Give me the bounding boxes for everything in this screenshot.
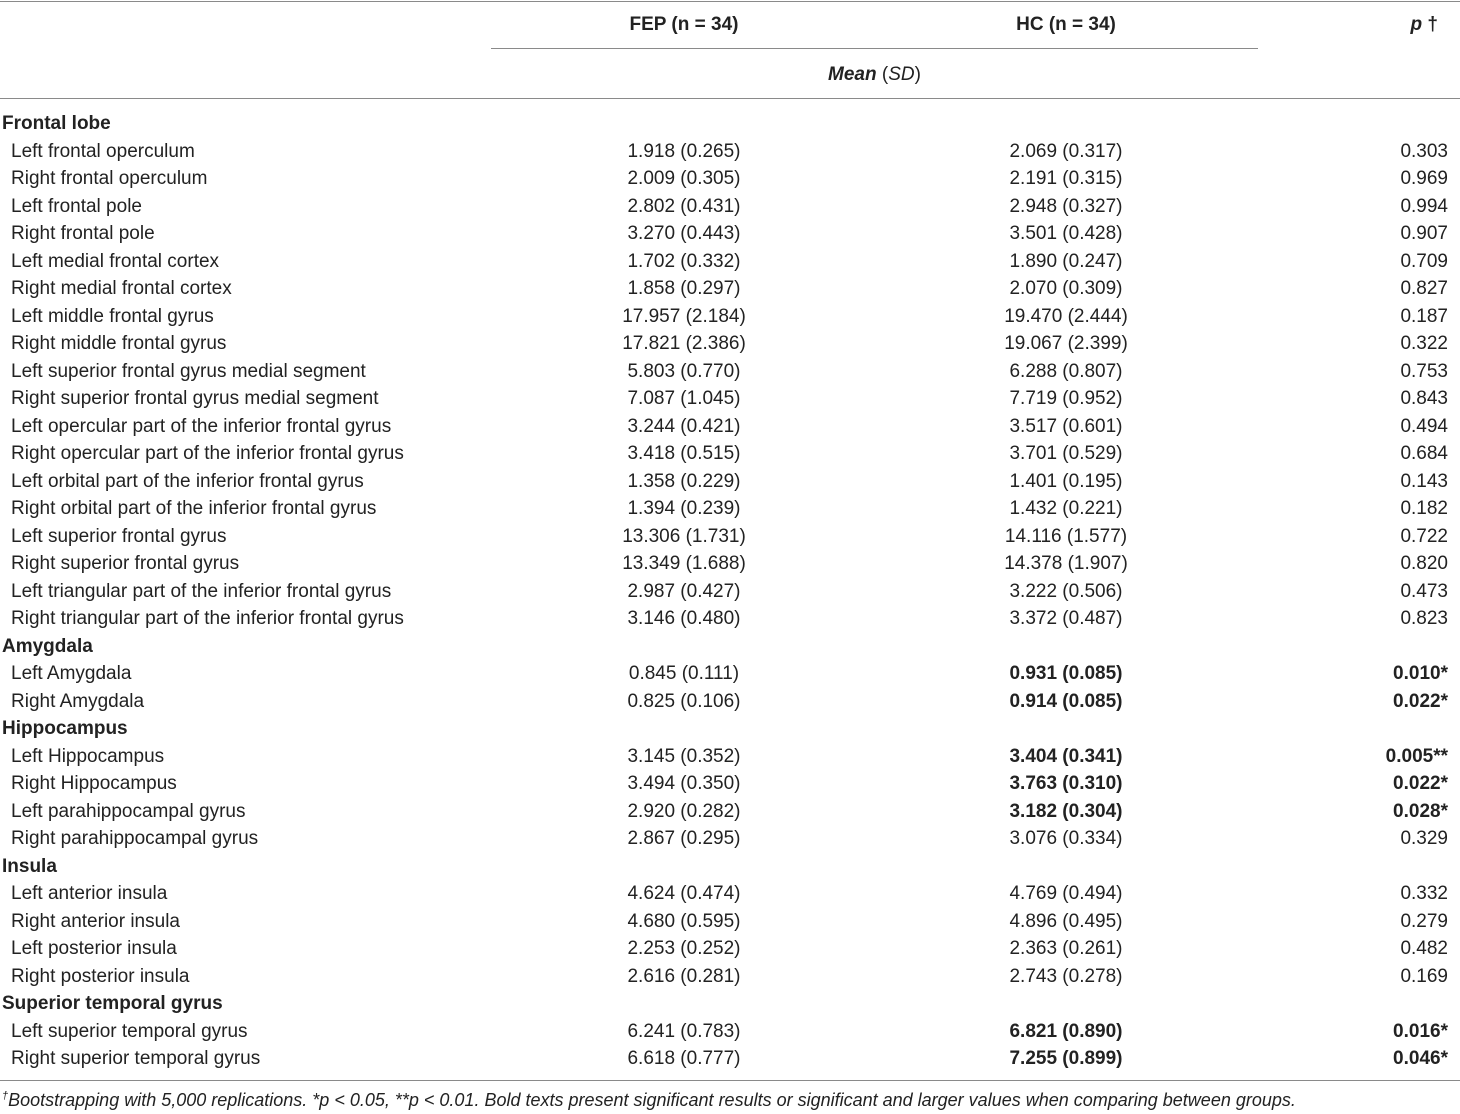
region-label: Left frontal operculum — [11, 140, 195, 162]
table-row — [0, 303, 1460, 331]
region-label: Right Hippocampus — [11, 773, 177, 794]
region-label: Left medial frontal cortex — [11, 250, 220, 272]
p-value: 0.820 — [1400, 553, 1448, 574]
hc-value: 3.404 (0.341) — [1009, 745, 1123, 767]
fep-value: 3.270 (0.443) — [627, 223, 741, 244]
table-row — [0, 385, 1460, 413]
hc-value: 1.401 (0.195) — [1009, 470, 1123, 492]
hc-value: 6.288 (0.807) — [1009, 360, 1123, 382]
table-row — [0, 605, 1460, 633]
table-row — [0, 193, 1460, 221]
table-row — [0, 743, 1460, 771]
hc-value: 0.931 (0.085) — [1009, 663, 1123, 684]
region-label: Right frontal pole — [11, 223, 155, 244]
table-row — [0, 1018, 1460, 1046]
header-bottom-rule — [0, 98, 1460, 99]
hc-value: 3.076 (0.334) — [1009, 828, 1123, 849]
fep-value: 13.306 (1.731) — [622, 525, 746, 547]
region-label: Left orbital part of the inferior frontal gyrus — [11, 470, 364, 492]
fep-value: 2.987 (0.427) — [627, 580, 741, 602]
p-value: 0.329 — [1400, 828, 1448, 849]
region-label: Left triangular part of the inferior frontal gyrus — [11, 580, 392, 602]
mean-sd-subheader: Mean (SD) — [828, 64, 921, 85]
footnote-dagger: † — [2, 1090, 9, 1102]
p-value: 0.028* — [1393, 800, 1448, 822]
hc-value: 1.432 (0.221) — [1009, 498, 1123, 519]
section-label: Insula — [2, 855, 57, 877]
footnote — [2, 1090, 1296, 1111]
p-value: 0.473 — [1400, 580, 1448, 602]
fep-value: 0.825 (0.106) — [627, 690, 741, 712]
p-value: 0.182 — [1400, 498, 1448, 519]
hc-value: 19.067 (2.399) — [1004, 333, 1128, 354]
hc-value: 2.363 (0.261) — [1009, 938, 1123, 959]
hc-value: 2.191 (0.315) — [1009, 168, 1123, 189]
column-header-hc: HC (n = 34) — [1016, 14, 1116, 35]
table-row — [0, 578, 1460, 606]
section-label: Frontal lobe — [2, 113, 111, 134]
fep-value: 3.494 (0.350) — [627, 773, 741, 794]
table-row — [0, 798, 1460, 826]
column-header-p — [1411, 14, 1438, 36]
table-row — [0, 220, 1460, 248]
fep-value: 2.802 (0.431) — [627, 195, 741, 217]
header-sub-rule — [491, 48, 1258, 49]
hc-value: 2.069 (0.317) — [1009, 140, 1123, 162]
p-value: 0.969 — [1400, 168, 1448, 189]
table-row — [0, 660, 1460, 688]
hc-value: 3.517 (0.601) — [1009, 415, 1123, 437]
p-value: 0.843 — [1400, 388, 1448, 409]
region-label: Left Amygdala — [11, 663, 132, 684]
table-row — [0, 880, 1460, 908]
fep-value: 4.624 (0.474) — [627, 883, 741, 904]
fep-value: 3.244 (0.421) — [627, 415, 741, 437]
fep-value: 3.146 (0.480) — [627, 608, 741, 629]
region-label: Left middle frontal gyrus — [11, 305, 214, 327]
hc-value: 3.763 (0.310) — [1009, 773, 1123, 794]
fep-value: 3.418 (0.515) — [627, 443, 741, 464]
table-row — [0, 330, 1460, 358]
table-top-rule — [0, 1, 1460, 2]
region-label: Right superior temporal gyrus — [11, 1048, 261, 1069]
fep-value: 2.867 (0.295) — [627, 828, 741, 849]
hc-value: 0.914 (0.085) — [1009, 690, 1123, 712]
region-label: Right medial frontal cortex — [11, 278, 232, 299]
p-value: 0.322 — [1400, 333, 1448, 354]
fep-value: 4.680 (0.595) — [627, 910, 741, 932]
section-header-row — [0, 715, 1460, 743]
region-label: Left Hippocampus — [11, 745, 165, 767]
region-label: Right superior frontal gyrus — [11, 553, 240, 574]
region-label: Right frontal operculum — [11, 168, 208, 189]
fep-value: 1.858 (0.297) — [627, 278, 741, 299]
region-label: Left frontal pole — [11, 195, 142, 217]
table-row — [0, 275, 1460, 303]
p-value: 0.907 — [1400, 223, 1448, 244]
hc-value: 7.255 (0.899) — [1009, 1048, 1123, 1069]
p-value: 0.827 — [1400, 278, 1448, 299]
section-label: Superior temporal gyrus — [2, 993, 223, 1014]
table-row — [0, 688, 1460, 716]
mean-label: Mean — [828, 64, 877, 85]
p-value: 0.010* — [1393, 663, 1448, 684]
fep-value: 17.821 (2.386) — [622, 333, 746, 354]
fep-value: 1.394 (0.239) — [627, 498, 741, 519]
hc-value: 14.378 (1.907) — [1004, 553, 1128, 574]
region-label: Left superior temporal gyrus — [11, 1020, 248, 1042]
fep-value: 0.845 (0.111) — [628, 663, 740, 684]
section-header-row — [0, 633, 1460, 661]
hc-value: 2.743 (0.278) — [1009, 965, 1123, 987]
p-value: 0.016* — [1393, 1020, 1448, 1042]
hc-value: 2.948 (0.327) — [1009, 195, 1123, 217]
section-header-row — [0, 990, 1460, 1018]
table-row — [0, 165, 1460, 193]
table-row — [0, 495, 1460, 523]
fep-value: 7.087 (1.045) — [627, 388, 741, 409]
region-label: Left posterior insula — [11, 938, 177, 959]
table-row — [0, 248, 1460, 276]
p-value: 0.753 — [1400, 360, 1448, 382]
hc-value: 14.116 (1.577) — [1004, 525, 1128, 547]
fep-value: 5.803 (0.770) — [627, 360, 741, 382]
p-value: 0.709 — [1400, 250, 1448, 272]
region-label: Right orbital part of the inferior frontal gyrus — [11, 498, 377, 519]
column-header-fep: FEP (n = 34) — [629, 14, 739, 35]
section-header-row — [0, 110, 1460, 138]
hc-value: 3.501 (0.428) — [1009, 223, 1123, 244]
table-row — [0, 468, 1460, 496]
p-value: 0.482 — [1400, 938, 1448, 959]
fep-value: 2.009 (0.305) — [627, 168, 741, 189]
table-row — [0, 963, 1460, 991]
section-label: Hippocampus — [2, 718, 128, 739]
p-value: 0.684 — [1400, 443, 1448, 464]
fep-value: 13.349 (1.688) — [622, 553, 746, 574]
region-label: Right superior frontal gyrus medial segment — [11, 388, 379, 409]
fep-value: 6.241 (0.783) — [627, 1020, 741, 1042]
table-row — [0, 825, 1460, 853]
region-label: Left anterior insula — [11, 883, 168, 904]
fep-value: 1.702 (0.332) — [627, 250, 741, 272]
region-label: Right triangular part of the inferior frontal gyrus — [11, 608, 404, 629]
p-value: 0.994 — [1400, 195, 1448, 217]
fep-value: 6.618 (0.777) — [627, 1048, 741, 1069]
dagger-symbol: † — [1427, 14, 1438, 35]
p-value: 0.169 — [1400, 965, 1448, 987]
p-value: 0.823 — [1400, 608, 1448, 629]
fep-value: 1.358 (0.229) — [627, 470, 741, 492]
fep-value: 2.920 (0.282) — [627, 800, 741, 822]
p-value: 0.005** — [1385, 745, 1448, 767]
hc-value: 1.890 (0.247) — [1009, 250, 1123, 272]
hc-value: 3.182 (0.304) — [1009, 800, 1123, 822]
region-label: Left superior frontal gyrus — [11, 525, 227, 547]
hc-value: 6.821 (0.890) — [1009, 1020, 1123, 1042]
table-row — [0, 358, 1460, 386]
hc-value: 3.701 (0.529) — [1009, 443, 1123, 464]
hc-value: 4.769 (0.494) — [1009, 883, 1123, 904]
p-value: 0.022* — [1393, 690, 1448, 712]
table-row — [0, 523, 1460, 551]
region-label: Right Amygdala — [11, 690, 145, 712]
region-label: Right parahippocampal gyrus — [11, 828, 259, 849]
p-value: 0.046* — [1393, 1048, 1448, 1069]
fep-value: 17.957 (2.184) — [622, 305, 746, 327]
hc-value: 2.070 (0.309) — [1009, 278, 1123, 299]
table-row — [0, 908, 1460, 936]
table-row — [0, 935, 1460, 963]
p-label: p — [1410, 14, 1423, 35]
hc-value: 19.470 (2.444) — [1004, 305, 1128, 327]
p-value: 0.332 — [1400, 883, 1448, 904]
region-label: Right anterior insula — [11, 910, 180, 932]
region-label: Left opercular part of the inferior frontal gyrus — [11, 415, 392, 437]
region-label: Left parahippocampal gyrus — [11, 800, 246, 822]
p-value: 0.187 — [1400, 305, 1448, 327]
region-label: Left superior frontal gyrus medial segment — [11, 360, 366, 382]
table-row — [0, 440, 1460, 468]
region-label: Right middle frontal gyrus — [11, 333, 227, 354]
fep-value: 2.616 (0.281) — [627, 965, 741, 987]
fep-value: 3.145 (0.352) — [627, 745, 741, 767]
region-label: Right opercular part of the inferior frontal gyrus — [11, 443, 404, 464]
hc-value: 7.719 (0.952) — [1009, 388, 1123, 409]
p-value: 0.279 — [1400, 910, 1448, 932]
table-row — [0, 1045, 1460, 1073]
section-label: Amygdala — [2, 635, 93, 657]
hc-value: 3.222 (0.506) — [1009, 580, 1123, 602]
table-body — [0, 110, 1460, 1073]
table-row — [0, 770, 1460, 798]
p-value: 0.722 — [1400, 525, 1448, 547]
p-value: 0.494 — [1400, 415, 1448, 437]
p-value: 0.303 — [1400, 140, 1448, 162]
region-label: Right posterior insula — [11, 965, 190, 987]
footnote-text: Bootstrapping with 5,000 replications. *p < 0.05, **p < 0.01. Bold texts present significant results or significant and larger values when comparing between groups. — [8, 1090, 1296, 1110]
fep-value: 1.918 (0.265) — [627, 140, 741, 162]
section-header-row — [0, 853, 1460, 881]
p-value: 0.143 — [1400, 470, 1448, 492]
table-row — [0, 413, 1460, 441]
table-row — [0, 138, 1460, 166]
sd-label: SD — [888, 64, 915, 85]
p-value: 0.022* — [1393, 773, 1448, 794]
hc-value: 4.896 (0.495) — [1009, 910, 1123, 932]
hc-value: 3.372 (0.487) — [1009, 608, 1123, 629]
table-row — [0, 550, 1460, 578]
table-bottom-rule — [0, 1080, 1460, 1081]
fep-value: 2.253 (0.252) — [627, 938, 741, 959]
